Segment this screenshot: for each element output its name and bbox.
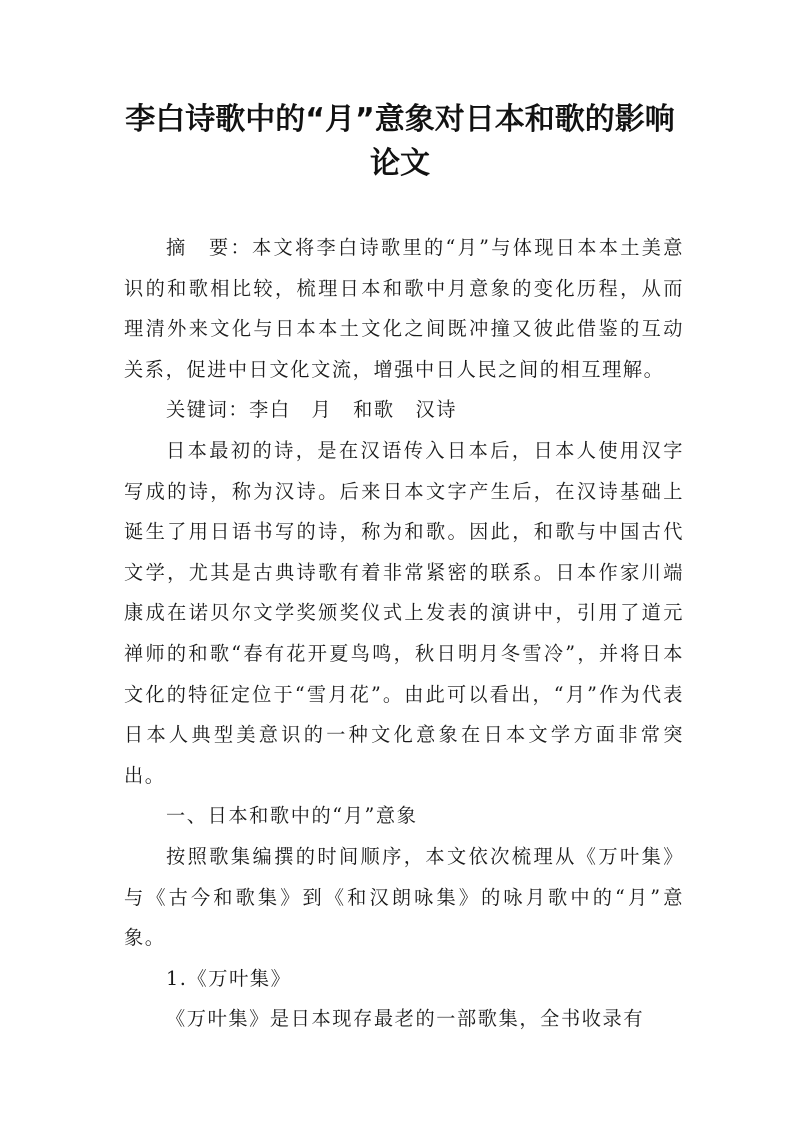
intro-paragraph: 日本最初的诗，是在汉语传入日本后，日本人使用汉字写成的诗，称为汉诗。后来日本文字产生后，在汉诗基础上诞生了用日语书写的诗，称为和歌。因此，和歌与中国古代文学，尤其是古典诗歌有着非常紧密的联系。日本作家川端康成在诺贝尔文学奖颁奖仪式上发表的演讲中，引用了道元禅师的和歌“春有花开夏鸟鸣，秋日明月冬雪冷”，并将日本文化的特征定位于“雪月花”。由此可以看出，“月”作为代表日本人典型美意识的一种文化意象在日本文学方面非常突出。 bbox=[124, 438, 684, 787]
subsection-paragraph: 《万叶集》是日本现存最老的一部歌集，全书收录有 bbox=[166, 1007, 645, 1031]
abstract-label: 摘 要： bbox=[166, 236, 252, 259]
subsection-heading: 1.《万叶集》 bbox=[166, 966, 292, 990]
document-body bbox=[124, 228, 684, 1040]
abstract-paragraph bbox=[124, 228, 684, 390]
abstract-text: 本文将李白诗歌里的“月”与体现日本本土美意识的和歌相比较，梳理日本和歌中月意象的变化历程，从而理清外来文化与日本本土文化之间既冲撞又彼此借鉴的互动关系，促进中日文化文流，增强中日人民之间的相互理解。 bbox=[124, 236, 684, 381]
keywords-paragraph bbox=[124, 390, 684, 431]
section-paragraph: 按照歌集编撰的时间顺序，本文依次梳理从《万叶集》与《古今和歌集》到《和汉朗咏集》的咏月歌中的“月”意象。 bbox=[124, 844, 684, 950]
document-title: 李白诗歌中的“月”意象对日本和歌的影响 bbox=[125, 102, 675, 137]
keywords-text: 李白 月 和歌 汉诗 bbox=[249, 398, 458, 422]
section-heading: 一、日本和歌中的“月”意象 bbox=[166, 804, 418, 828]
keywords-label: 关键词： bbox=[166, 398, 250, 422]
document-title-continued: 论文 bbox=[370, 146, 430, 181]
